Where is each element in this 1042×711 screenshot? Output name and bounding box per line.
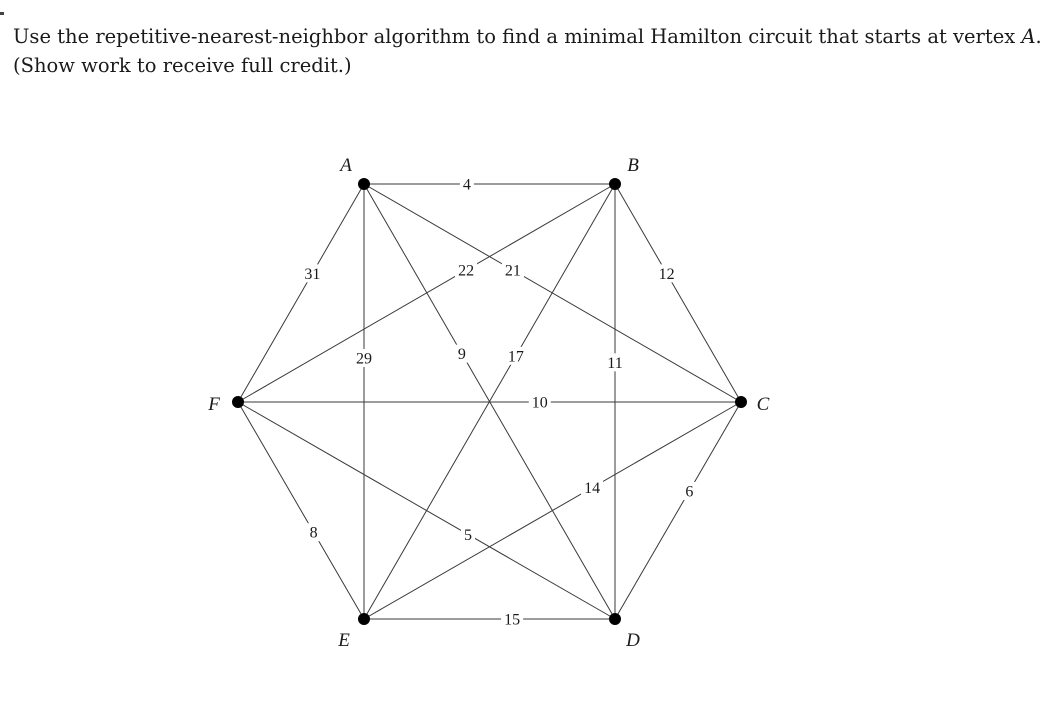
vertex-label-b: B bbox=[627, 155, 639, 176]
edge-d-f bbox=[238, 402, 615, 619]
edge-weight-b-f: 22 bbox=[458, 262, 475, 280]
edge-weight-e-f: 8 bbox=[309, 524, 318, 542]
question-line-1-suffix: . bbox=[1035, 25, 1042, 48]
vertex-f bbox=[232, 396, 244, 408]
vertex-label-c: C bbox=[756, 394, 770, 415]
edge-b-f bbox=[238, 184, 615, 402]
vertex-label-a: A bbox=[340, 155, 352, 176]
edge-weight-c-e: 14 bbox=[584, 480, 601, 498]
vertex-label-e: E bbox=[338, 630, 350, 651]
edge-e-f bbox=[238, 402, 364, 619]
question-line-1-prefix: Use the repetitive-nearest-neighbor algorithm to find a minimal Hamilton circuit that starts at vertex bbox=[13, 25, 1022, 48]
edge-weight-b-d: 11 bbox=[607, 354, 623, 372]
edge-weight-c-f: 10 bbox=[531, 394, 548, 412]
edge-weight-c-d: 6 bbox=[685, 483, 694, 501]
edge-weight-b-c: 12 bbox=[658, 265, 675, 283]
edge-c-e bbox=[364, 402, 741, 619]
graph-edges bbox=[238, 184, 741, 619]
vertex-b bbox=[609, 178, 621, 190]
vertex-d bbox=[609, 613, 621, 625]
edge-weight-a-e: 29 bbox=[356, 350, 372, 368]
edge-weight-d-f: 5 bbox=[463, 526, 472, 544]
edge-a-f bbox=[238, 184, 364, 402]
edge-b-c bbox=[615, 184, 741, 402]
edge-c-d bbox=[615, 402, 741, 619]
vertex-e bbox=[358, 613, 370, 625]
edge-weight-a-f: 31 bbox=[304, 265, 321, 283]
question-start-vertex: A bbox=[1021, 25, 1036, 48]
vertex-a bbox=[358, 178, 370, 190]
edge-weight-a-b: 4 bbox=[462, 176, 471, 194]
edge-weight-b-e: 17 bbox=[507, 348, 524, 366]
question-line-2: (Show work to receive full credit.) bbox=[13, 54, 352, 77]
vertex-label-f: F bbox=[208, 394, 220, 415]
edge-weight-a-c: 21 bbox=[504, 262, 521, 280]
vertex-c bbox=[735, 396, 747, 408]
edge-weight-d-e: 15 bbox=[504, 611, 521, 629]
edge-weight-a-d: 9 bbox=[457, 346, 466, 364]
vertex-label-d: D bbox=[626, 630, 640, 651]
